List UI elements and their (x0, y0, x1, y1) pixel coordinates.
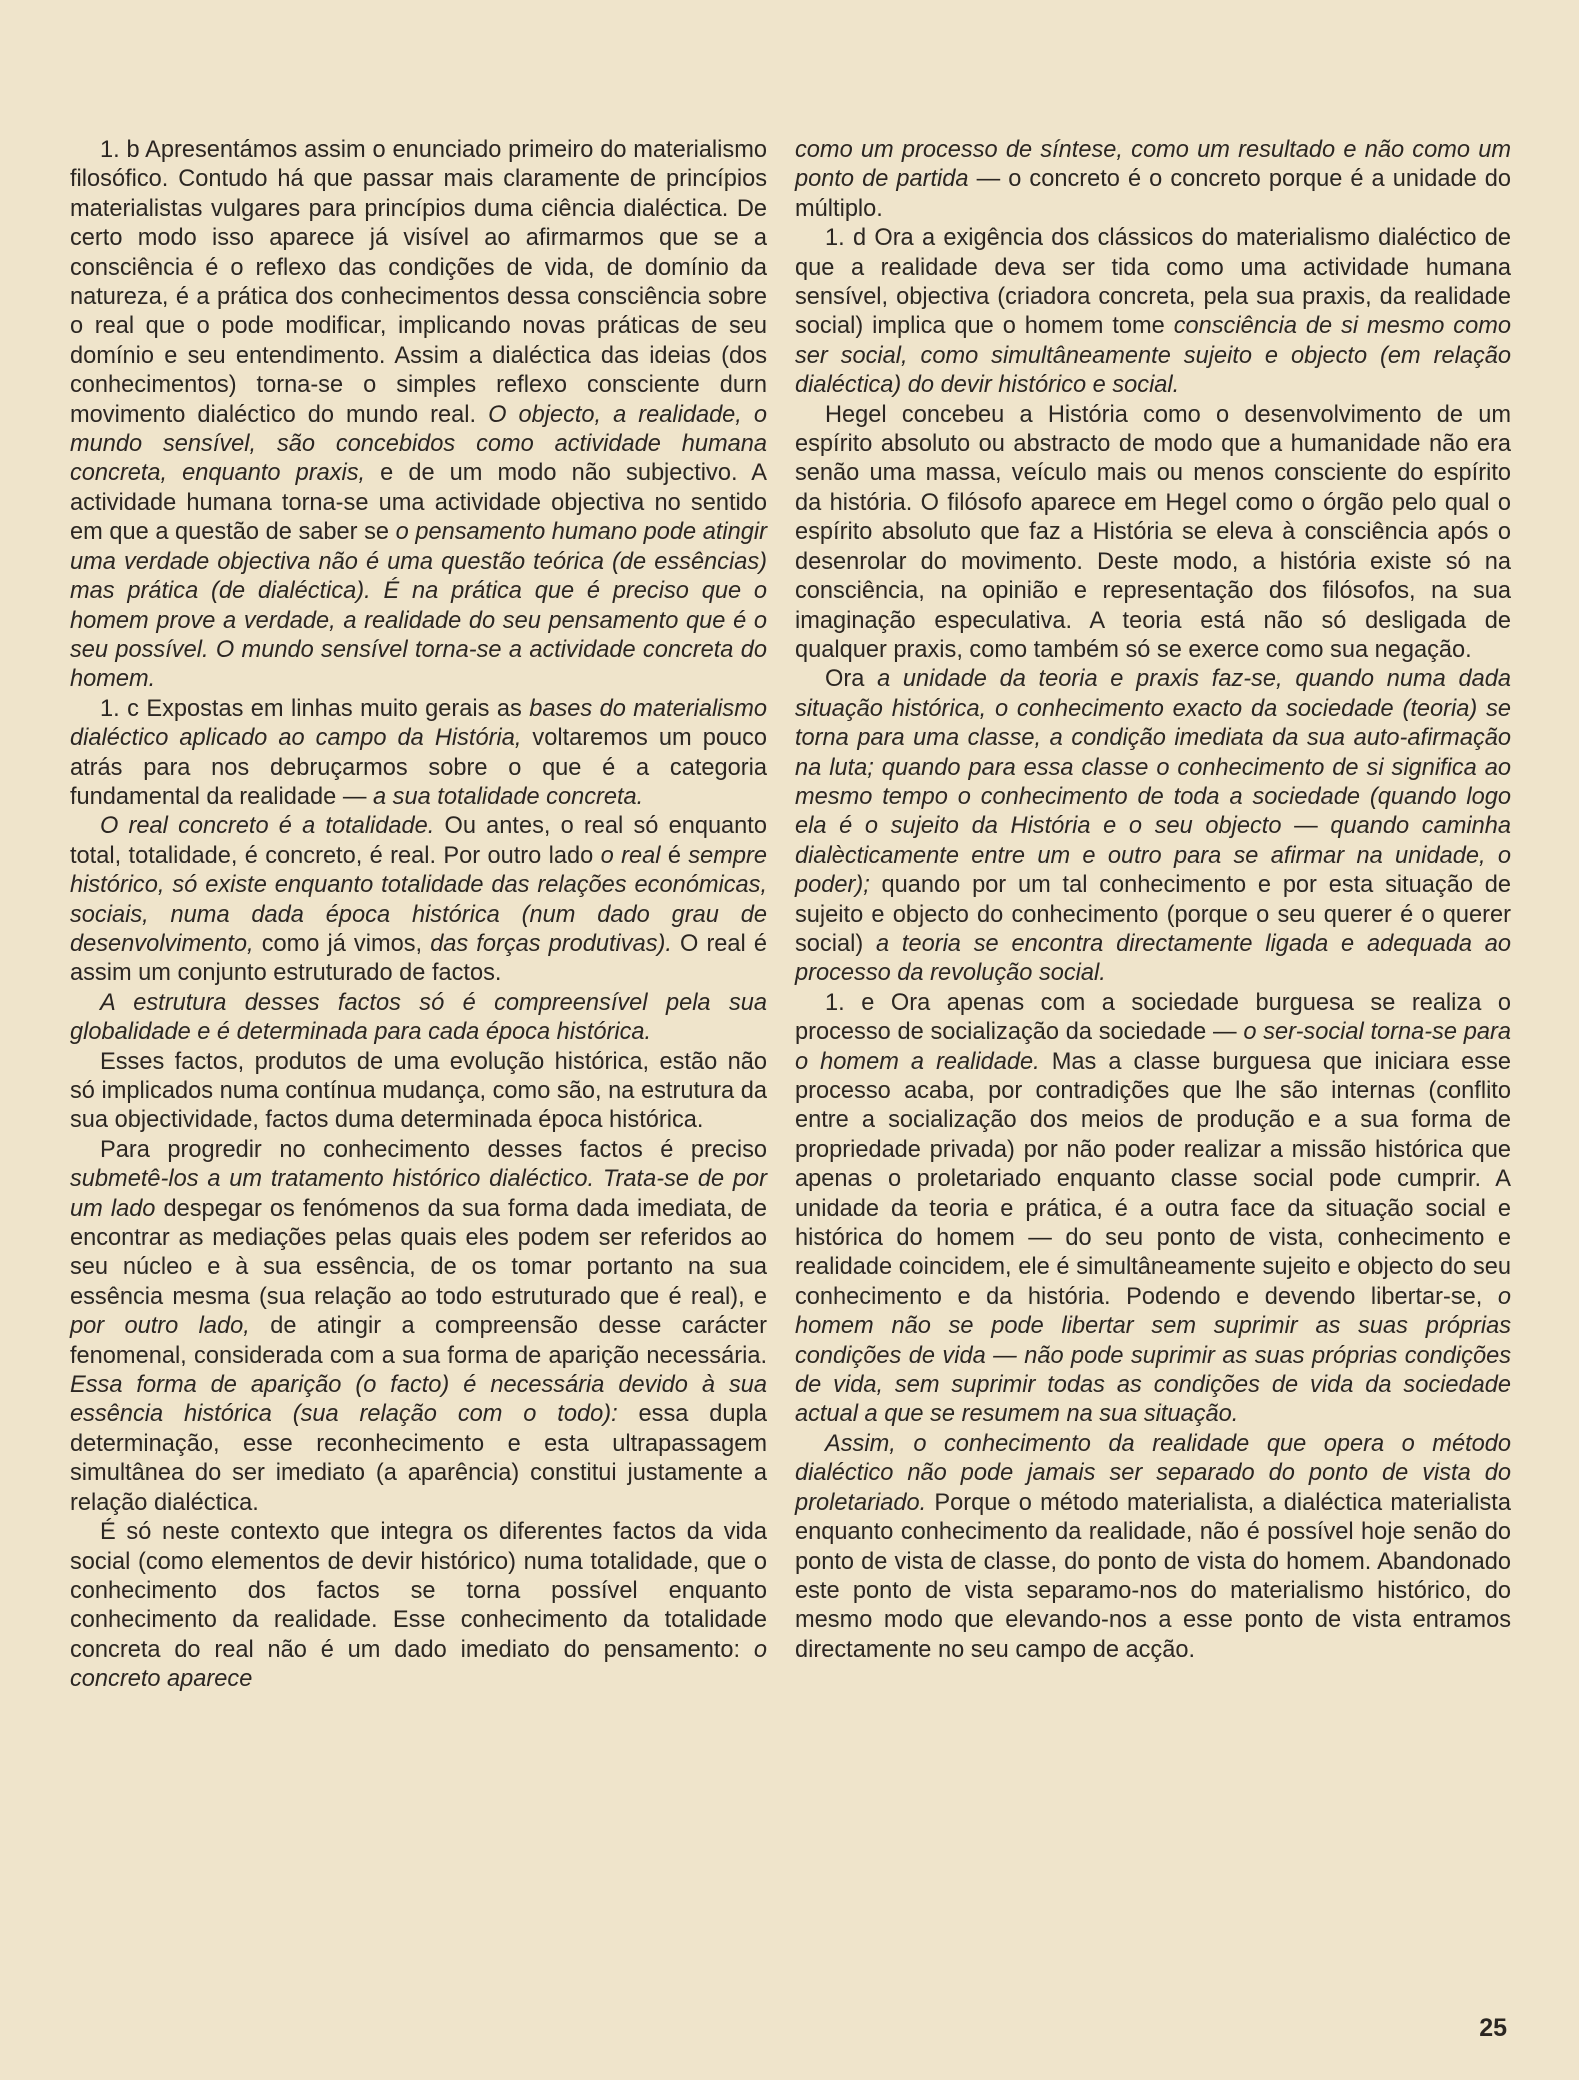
text-run: Ora (825, 666, 878, 693)
paragraph (795, 1430, 1511, 1665)
text-run: É só neste contexto que integra os diferentes factos da vida social (como elementos de devir histórico) numa totalidade, que o conhecimento dos factos se torna possível enquanto conhecimento da realidade. Esse conhecimento da totalidade concreta do real não é um dado imediato do pensamento: (70, 1519, 767, 1663)
text-run: essa dupla determinação, esse reconhecimento e esta ultrapassagem simultânea do ser imediato (a aparência) constitui justamente a relação dialéctica. (70, 1401, 767, 1516)
italic-text: sempre histórico, só existe enquanto totalidade das relações económicas, sociais, numa dada época histórica (num dado grau de desenvolvimento, (70, 842, 767, 957)
paragraph (70, 812, 767, 988)
section-marker: 1. c (100, 695, 147, 722)
paragraph (795, 224, 1511, 400)
italic-text: consciência de si mesmo como ser social, como simultâneamente sujeito e objecto (em relação dialéctica) do devir histórico e social. (795, 313, 1511, 399)
italic-text: Assim, o conhecimento da realidade que opera o método dialéctico não pode jamais ser separado do ponto de vista do proletariado. (795, 1430, 1511, 1516)
italic-text: a unidade da teoria e praxis faz-se, quando numa dada situação histórica, o conhecimento exacto da sociedade (teoria) se torna para uma classe, a condição imediata da sua auto-afirmação na luta; quando para essa classe o conhecimento de si significa ao mesmo tempo o conhecimento de toda a sociedade (quando logo ela é o sujeito da História e o seu objecto (795, 666, 1512, 840)
paragraph (70, 695, 767, 813)
section-marker: 1. e (825, 989, 891, 1016)
section-marker: 1. d (825, 225, 875, 252)
text-run: é (660, 842, 689, 869)
text-run: como já vimos, (253, 930, 431, 957)
italic-text: das forças produtivas). (430, 930, 672, 957)
italic-text: o pensamento humano pode atingir uma verdade objectiva não é uma questão teórica (de essências) mas prática (de dialéctica). É na prática que é preciso que o homem prove a verdade, a realidade do seu pensamento que é o seu possível. O mundo sensível torna-se a actividade concreta do homem. (70, 519, 767, 693)
text-run: Esses factos, produtos de uma evolução histórica, estão não só implicados numa contínua mudança, como são, na estrutura da sua objectividade, factos duma determinada época histórica. (70, 1048, 767, 1134)
italic-text: o ser-social torna-se para o homem a realidade. (795, 1019, 1512, 1075)
paragraph (795, 401, 1511, 666)
paragraph (70, 1518, 767, 1694)
italic-text: bases do materialismo dialéctico aplicado ao campo da História, (70, 695, 767, 752)
italic-text: o real (600, 842, 661, 869)
page-number: 25 (1479, 2014, 1507, 2042)
left-column (70, 136, 767, 1695)
italic-text: A estrutura desses factos só é compreensível pela sua globalidade e é determinada para cada época histórica. (70, 989, 767, 1046)
italic-text: Essa forma de aparição (o facto) é necessária devido à sua essência histórica (sua relação com o todo): (70, 1372, 767, 1428)
paragraph (70, 1048, 767, 1136)
italic-text: por outro lado, (70, 1313, 250, 1340)
paragraph (795, 136, 1511, 224)
text-run: — (1281, 813, 1331, 840)
paragraph (70, 989, 767, 1048)
text-run: Expostas em linhas muito gerais as (146, 695, 530, 722)
text-run: de atingir a compreensão desse carácter fenomenal, considerada com a sua forma de aparição necessária. (70, 1313, 767, 1369)
italic-text: a teoria se encontra directamente ligada e adequada ao processo da revolução social. (795, 930, 1511, 987)
text-run: — o concreto é o concreto porque é a unidade do múltiplo. (795, 166, 1511, 222)
paragraph (795, 665, 1511, 988)
text-run: O real é assim um conjunto estruturado de factos. (70, 930, 767, 987)
italic-text: o concreto aparece (70, 1636, 767, 1693)
text-run: Apresentámos assim o enunciado primeiro do materialismo filosófico. Contudo há que passar mais claramente de princípios materialistas vulgares para princípios duma ciência dialéctica. De certo modo isso aparece já visível ao afirmarmos que se a consciência é o reflexo das condições de vida, de domínio da natureza, é a prática dos conhecimentos dessa consciência sobre o real que o pode modificar, implicando novas práticas de seu domínio e seu entendimento. Assim a dialéctica das ideias (dos conhecimentos) torna-se o simples reflexo consciente durn movimento dialéctico do mundo real. (70, 137, 767, 428)
text-run: Ou antes, o real só enquanto total, totalidade, é concreto, é real. Por outro lado (70, 813, 767, 869)
text-run: Porque o método materialista, a dialéctica materialista enquanto conhecimento da realidade, não é possível hoje senão do ponto de vista de classe, do ponto de vista do homem. Abandonado este ponto de vista separamo-nos do materialismo histórico, do mesmo modo que elevando-nos a esse ponto de vista entramos directamente no seu campo de acção. (795, 1489, 1511, 1663)
italic-text: O real concreto é a totalidade. (100, 813, 435, 840)
text-run: Para progredir no conhecimento desses factos é preciso (100, 1136, 767, 1163)
text-run: Mas a classe burguesa que iniciara esse processo acaba, por contradições que lhe são internas (conflito entre a socialização dos meios de produção e a sua forma de propriedade privada) por não poder realizar a missão histórica que apenas o proletariado enquanto classe social pode cumprir. A unidade da teoria e prática, é a outra face da situação social e histórica do homem — do seu ponto de vista, conhecimento e realidade coincidem, ele é simultâneamente sujeito e objecto do seu conhecimento e da história. Podendo e devendo libertar-se, (795, 1048, 1511, 1310)
text-run: voltaremos um pouco atrás para nos debruçarmos sobre o que é a categoria fundamental da realidade — (70, 725, 767, 810)
paragraph (70, 136, 767, 695)
italic-text: submetê-los a um tratamento histórico dialéctico. Trata-se de por um lado (70, 1166, 767, 1222)
text-run: despegar os fenómenos da sua forma dada imediata, de encontrar as mediações pelas quais eles podem ser referidos ao seu núcleo e à sua essência, de os tomar portanto na sua essência mesma (sua relação ao todo estruturado que é real), e (70, 1195, 767, 1310)
text-run: e de um modo não subjectivo. A actividade humana torna-se uma actividade objectiva no sentido em que a questão de saber se (70, 460, 767, 546)
italic-text: como um processo de síntese, como um resultado e não como um ponto de partida (795, 137, 1511, 193)
paragraph (70, 1136, 767, 1518)
italic-text: a sua totalidade concreta. (373, 783, 644, 810)
section-marker: 1. b (100, 137, 146, 163)
text-run: Ora a exigência dos clássicos do materialismo dialéctico de que a realidade deva ser tida como uma actividade humana sensível, objectiva (criadora concreta, pela sua praxis, da realidade social) implica que o homem tome (795, 225, 1511, 340)
text-run: Ora apenas com a sociedade burguesa se realiza o processo de socialização da sociedade — (795, 989, 1511, 1046)
paragraph (795, 989, 1511, 1430)
right-column (795, 136, 1511, 1665)
italic-text: O objecto, a realidade, o mundo sensível, são concebidos como actividade humana concreta, enquanto praxis, (70, 401, 767, 487)
text-run: Hegel concebeu a História como o desenvolvimento de um espírito absoluto ou abstracto de modo que a humanidade não era senão uma massa, veículo mais ou menos consciente do espírito da história. O filósofo aparece em Hegel como o órgão pelo qual o espírito absoluto que faz a História se eleva à consciência após o desenrolar do movimento. Deste modo, a história existe só na consciência, na opinião e representação dos filósofos, na sua imaginação especulativa. A teoria está não só desligada de qualquer praxis, como também só se exerce como sua negação. (795, 401, 1511, 663)
text-run: quando por um tal conhecimento e por esta situação de sujeito e objecto do conhecimento (porque o seu querer é o querer social) (795, 872, 1511, 957)
italic-text: quando caminha dialècticamente entre um e outro para se afirmar na unidade, o poder); (795, 813, 1511, 899)
italic-text: o homem não se pode libertar sem suprimir as suas próprias condições de vida — não pode suprimir as suas próprias condições de vida, sem suprimir todas as condições de vida da sociedade actual a que se resumem na sua situação. (795, 1283, 1511, 1428)
